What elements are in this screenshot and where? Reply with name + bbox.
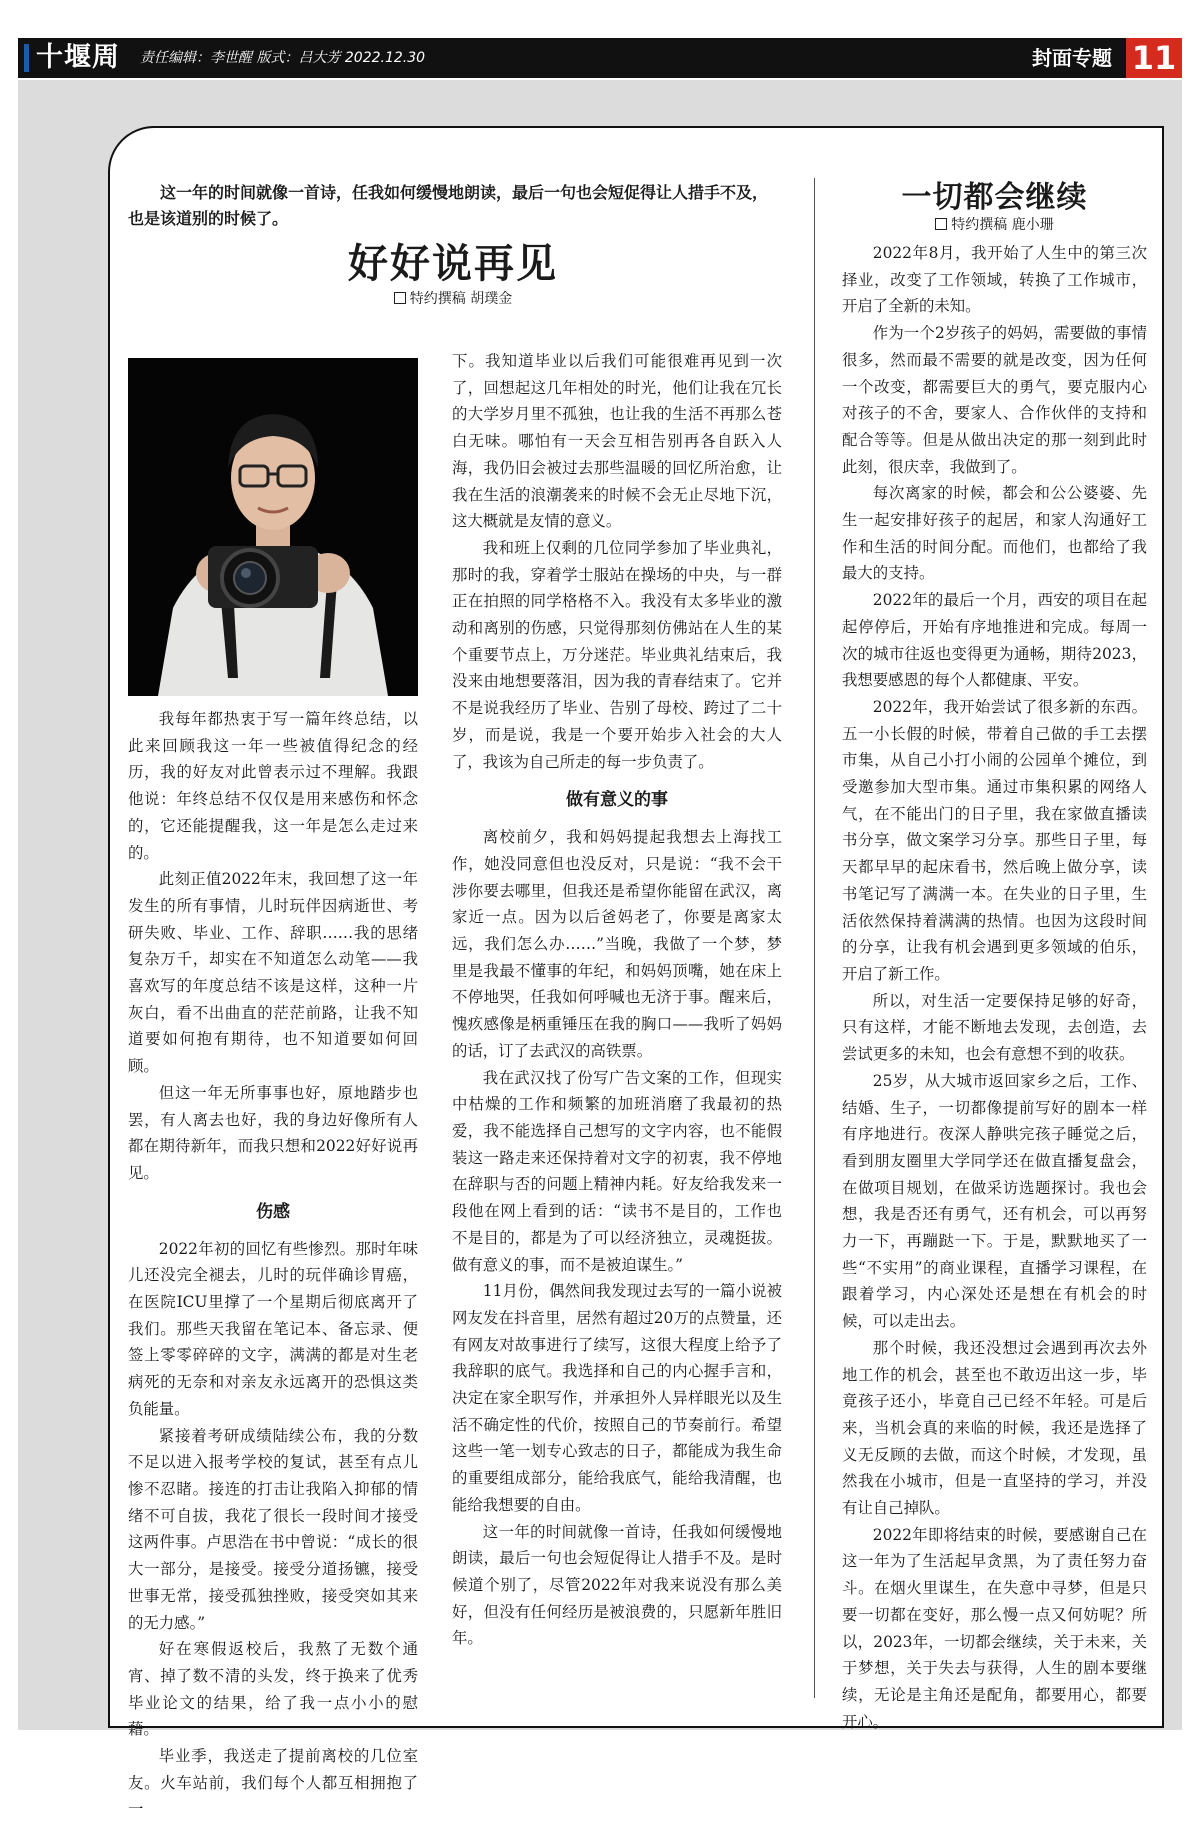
paragraph: 但这一年无所事事也好，原地踏步也罢，有人离去也好，我的身边好像所有人都在期待新年，而我只想和2022好好说再见。 bbox=[128, 1083, 418, 1182]
author-photo bbox=[128, 358, 418, 696]
paragraph: 紧接着考研成绩陆续公布，我的分数不足以进入报考学校的复试，甚至有点儿惨不忍睹。接连的打击让我陷入抑郁的情绪不可自拔，我花了很长一段时间才接受这两件事。卢思浩在书中曾说：“成长的很大一部分，是接受。接受分道扬镳，接受世事无常，接受孤独挫败，接受突如其来的无力感。” bbox=[128, 1426, 418, 1632]
section-label: 封面专题 bbox=[1032, 46, 1112, 70]
paragraph: 2022年初的回忆有些惨烈。那时年味儿还没完全褪去，儿时的玩伴确诊胃癌，在医院ICU里撑了一个星期后彻底离开了我们。那些天我留在笔记本、备忘录、便签上零零碎碎的文字，满满的都是对生老病死的无奈和对亲友永远离开的恐惧这类负能量。 bbox=[128, 1239, 418, 1418]
paragraph: 我和班上仅剩的几位同学参加了毕业典礼，那时的我，穿着学士服站在操场的中央，与一群正在拍照的同学格格不入。我没有太多毕业的激动和离别的伤感，只觉得那刻仿佛站在人生的某个重要节点上，万分迷茫。毕业典礼结束后，我没来由地想要落泪，因为我的青春结束了。它并不是说我经历了毕业、告别了母校、跨过了二十岁，而是说，我是一个要开始步入社会的大人了，我该为自己所走的每一步负责了。 bbox=[452, 538, 782, 771]
paragraph: 好在寒假返校后，我熬了无数个通宵、掉了数不清的头发，终于换来了优秀毕业论文的结果，给了我一点小小的慰藉。 bbox=[128, 1640, 418, 1739]
byline-text: 特约撰稿 胡璞金 bbox=[409, 291, 513, 307]
paragraph: 我每年都热衷于写一篇年终总结，以此来回顾我这一年一些被值得纪念的经历，我的好友对此曾表示过不理解。我跟他说：年终总结不仅仅是用来感伤和怀念的，它还能提醒我，这一年是怎么走过来的。 bbox=[128, 710, 418, 862]
article-byline bbox=[128, 288, 778, 308]
article-title: 好好说再见 bbox=[348, 240, 558, 287]
paragraph: 此刻正值2022年末，我回想了这一年发生的所有事情，儿时玩伴因病逝世、考研失败、毕业、工作、辞职……我的思绪复杂万千，却实在不知道怎么动笔——我喜欢写的年度总结不该是这样，这种一片灰白，看不出曲直的茫茫前路，让我不知道要如何抱有期待，也不知道要如何回顾。 bbox=[128, 870, 418, 1076]
paragraph: 下。我知道毕业以后我们可能很难再见到一次了，回想起这几年相处的时光，他们让我在冗长的大学岁月里不孤独，也让我的生活不再那么苍白无味。哪怕有一天会互相告别再各自跃入人海，我仍旧会被过去那些温暖的回忆所治愈，让我在生活的浪潮袭来的时候不会无止尽地下沉，这大概就是友情的意义。 bbox=[452, 352, 782, 531]
subheading-meaningful: 做有意义的事 bbox=[566, 790, 668, 811]
article2-title: 一切都会继续 bbox=[901, 180, 1088, 215]
page-number: 11 bbox=[1126, 38, 1182, 78]
paragraph: 11月份，偶然间我发现过去写的一篇小说被网友发在抖音里，居然有超过20万的点赞量，还有网友对故事进行了续写，这很大程度上给予了我辞职的底气。我选择和自己的内心握手言和，决定在家全职写作，并承担外人异样眼光以及生活不确定性的代价，按照自己的节奏前行。希望这些一笔一划专心致志的日子，都能成为我生命的重要组成部分，能给我底气，能给我清醒，也能给我想要的自由。 bbox=[452, 1282, 782, 1514]
page-header bbox=[18, 38, 1182, 78]
article2-byline bbox=[842, 214, 1147, 234]
logo-accent-bar bbox=[24, 44, 29, 72]
paragraph: 作为一个2岁孩子的妈妈，需要做的事情很多，然而最不需要的就是改变，因为任何一个改变，都需要巨大的勇气，要克服内心对孩子的不舍，要家人、合作伙伴的支持和配合等等。但是从做出决定的那一刻到此时此刻，很庆幸，我做到了。 bbox=[842, 324, 1147, 476]
paragraph: 25岁，从大城市返回家乡之后，工作、结婚、生子，一切都像提前写好的剧本一样有序地进行。夜深人静哄完孩子睡觉之后，看到朋友圈里大学同学还在做直播复盘会，在做项目规划，在做采访选题探讨。我也会想，我是否还有勇气，还有机会，可以再努力一下，再蹦跶一下。于是，默默地买了一些“不实用”的商业课程，直播学习课程，在跟着学习，内心深处还是想在有机会的时候，可以走出去。 bbox=[842, 1071, 1147, 1331]
byline-text: 特约撰稿 鹿小珊 bbox=[951, 217, 1054, 233]
newspaper-logo bbox=[18, 38, 130, 78]
paragraph: 这一年的时间就像一首诗，任我如何缓慢地朗读，最后一句也会短促得让人措手不及。是时候道个别了，尽管2022年对我来说没有那么美好，但没有任何经历是被浪费的，只愿新年胜旧年。 bbox=[452, 1522, 782, 1648]
article2-body bbox=[842, 240, 1147, 1735]
paragraph: 毕业季，我送走了提前离校的几位室友。火车站前，我们每个人都互相拥抱了一 bbox=[128, 1747, 418, 1819]
byline-box-icon bbox=[935, 218, 947, 230]
paragraph: 2022年即将结束的时候，要感谢自己在这一年为了生活起早贪黑，为了责任努力奋斗。在烟火里谋生，在失意中寻梦，但是只要一切都在变好，那么慢一点又何妨呢？所以，2023年，一切都会继续，关于未来，关于梦想，关于失去与获得，人生的剧本要继续，无论是主角还是配角，都要用心，都要开心。 bbox=[842, 1525, 1147, 1731]
paragraph: 那个时候，我还没想过会遇到再次去外地工作的机会，甚至也不敢迈出这一步，毕竟孩子还小，毕竟自己已经不年轻。可是后来，当机会真的来临的时候，我还是选择了义无反顾的去做，而这个时候，才发现，虽然我在小城市，但是一直坚持的学习，并没有让自己掉队。 bbox=[842, 1338, 1147, 1518]
paragraph: 2022年的最后一个月，西安的项目在起起停停后，开始有序地推进和完成。每周一次的城市往返也变得更为通畅，期待2023，我想要感恩的每个人都健康、平安。 bbox=[842, 591, 1147, 690]
paragraph: 每次离家的时候，都会和公公婆婆、先生一起安排好孩子的起居，和家人沟通好工作和生活的时间分配。而他们，也都给了我最大的支持。 bbox=[842, 484, 1147, 583]
paragraph: 2022年8月，我开始了人生中的第三次择业，改变了工作领域，转换了工作城市，开启了全新的未知。 bbox=[842, 244, 1147, 316]
paragraph: 离校前夕，我和妈妈提起我想去上海找工作，她没同意但也没反对，只是说：“我不会干涉你要去哪里，但我还是希望你能留在武汉，离家近一点。因为以后爸妈老了，你要是离家太远，我们怎么办……”当晚，我做了一个梦，梦里是我最不懂事的年纪，和妈妈顶嘴，她在床上不停地哭，任我如何呼喊也无济于事。醒来后，愧疚感像是柄重锤压在我的胸口——我听了妈妈的话，订了去武汉的高铁票。 bbox=[452, 828, 782, 1060]
paragraph: 我在武汉找了份写广告文案的工作，但现实中枯燥的工作和频繁的加班消磨了我最初的热爱，我不能选择自己想写的文字内容，也不能假装这一路走来还保持着对文字的初衷，我不停地在辞职与否的问题上精神内耗。好友给我发来一段他在网上看到的话：“读书不是目的，工作也不是目的，都是为了可以经济独立，灵魂挺拔。做有意义的事，而不是被迫谋生。” bbox=[452, 1068, 782, 1274]
column-divider bbox=[814, 178, 815, 1698]
subheading-sadness: 伤感 bbox=[256, 1201, 290, 1222]
logo-text: 十堰周 bbox=[36, 42, 120, 73]
paragraph: 2022年，我开始尝试了很多新的东西。五一小长假的时候，带着自己做的手工去摆市集，从自己小打小闹的公园单个摊位，到受邀参加大型市集。通过市集积累的网络人气，在不能出门的日子里，我在家做直播读书分享，做文案学习分享。那些日子里，每天都早早的起床看书，然后晚上做分享，读书笔记写了满满一本。在失业的日子里，生活依然保持着满满的热情。也因为这段时间的分享，让我有机会遇到更多领域的伯乐，开启了新工作。 bbox=[842, 697, 1147, 983]
article-intro: 这一年的时间就像一首诗，任我如何缓慢地朗读，最后一句也会短促得让人措手不及，也是该道别的时候了。 bbox=[128, 183, 769, 228]
portrait-illustration bbox=[128, 358, 418, 696]
article1-column-b bbox=[452, 348, 782, 1652]
article1-column-a bbox=[128, 706, 418, 1823]
paragraph: 所以，对生活一定要保持足够的好奇，只有这样，才能不断地去发现，去创造，去尝试更多的未知，也会有意想不到的收获。 bbox=[842, 991, 1147, 1064]
byline-box-icon bbox=[394, 292, 406, 304]
editor-meta: 责任编辑：李世醒 版式：吕大芳 2022.12.30 bbox=[140, 50, 426, 66]
